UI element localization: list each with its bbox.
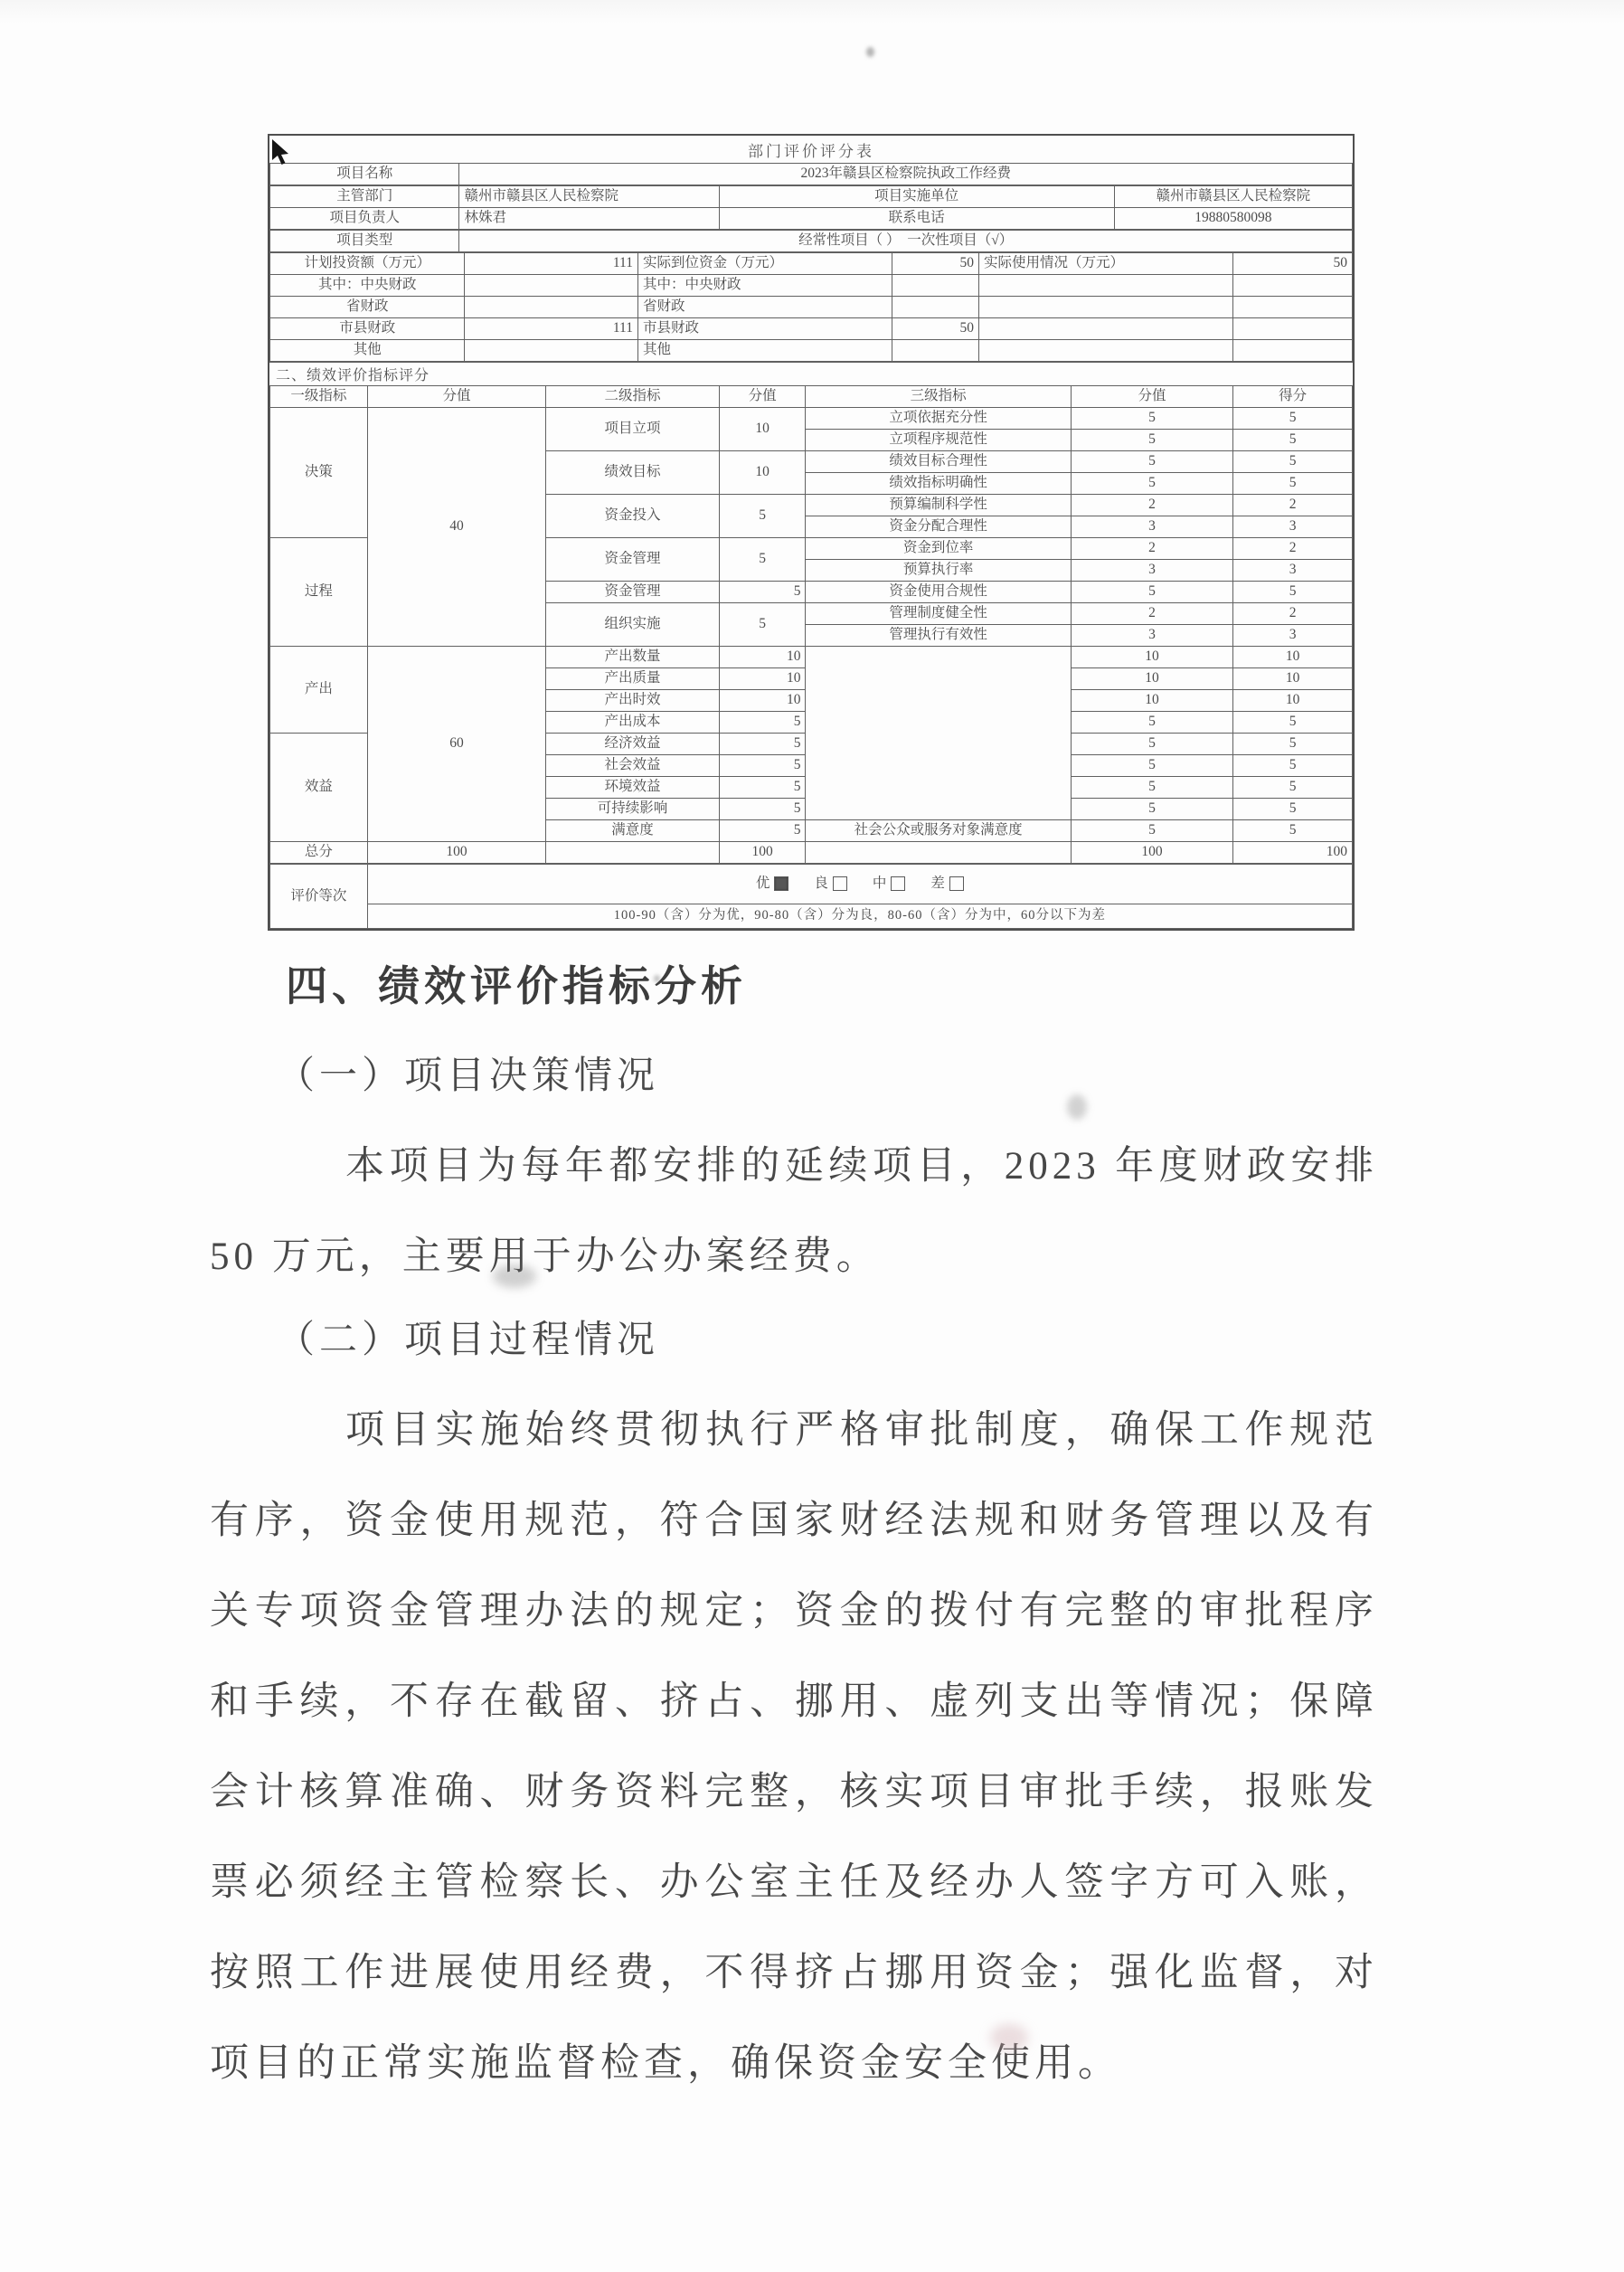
info-d-cell: 50 bbox=[1233, 253, 1353, 275]
score-cell: 产出数量 bbox=[546, 647, 720, 668]
checkbox-icon bbox=[949, 876, 964, 891]
info-d-cell: 111 bbox=[465, 253, 638, 275]
score-cell: 管理执行有效性 bbox=[806, 625, 1071, 647]
paragraph-decision: 本项目为每年都安排的延续项目，2023 年度财政安排 50 万元，主要用于办公办案经费。 bbox=[210, 1145, 1378, 1278]
impl-unit-value: 赣州市赣县区人民检察院 bbox=[1114, 186, 1352, 208]
score-cell: 5 bbox=[719, 777, 806, 799]
score-cell: 决策 bbox=[270, 408, 368, 538]
score-cell: 2 bbox=[1071, 538, 1233, 560]
grade-option-label: 优 bbox=[755, 876, 770, 892]
score-cell: 10 bbox=[1233, 690, 1353, 712]
table-row bbox=[270, 164, 1353, 185]
score-cell: 经济效益 bbox=[546, 734, 720, 755]
score-cell: 2 bbox=[1233, 495, 1353, 516]
info-d-cell: 市县财政 bbox=[637, 318, 892, 340]
score-cell: 5 bbox=[719, 755, 806, 777]
score-cell: 3 bbox=[1071, 625, 1233, 647]
info-d-cell bbox=[1233, 297, 1353, 318]
info-d-cell bbox=[1233, 340, 1353, 362]
table-title: 部门评价评分表 bbox=[748, 142, 874, 160]
score-cell: 5 bbox=[1071, 430, 1233, 451]
dept-value: 赣州市赣县区人民检察院 bbox=[459, 186, 719, 208]
info-d-cell: 其他 bbox=[270, 340, 465, 362]
score-cell: 3 bbox=[1233, 560, 1353, 582]
score-cell: 10 bbox=[719, 668, 806, 690]
score-cell: 预算编制科学性 bbox=[806, 495, 1071, 516]
info-d-table bbox=[269, 252, 1353, 362]
score-cell: 2 bbox=[1233, 603, 1353, 625]
grade-option-label: 差 bbox=[930, 876, 945, 892]
phone-label: 联系电话 bbox=[719, 208, 1114, 230]
score-cell: 得分 bbox=[1233, 386, 1353, 408]
table-row bbox=[270, 408, 1353, 430]
heading-sub-2: （二）项目过程情况 bbox=[277, 1320, 660, 1361]
score-cell: 预算执行率 bbox=[806, 560, 1071, 582]
score-cell: 组织实施 bbox=[546, 603, 720, 647]
score-cell: 三级指标 bbox=[806, 386, 1071, 408]
checkbox-icon bbox=[891, 876, 905, 891]
score-cell: 5 bbox=[719, 538, 806, 582]
score-cell: 5 bbox=[719, 734, 806, 755]
info-d-cell: 其中：中央财政 bbox=[270, 275, 465, 297]
score-cell: 3 bbox=[1233, 625, 1353, 647]
score-cell: 10 bbox=[719, 451, 806, 495]
score-cell: 100 bbox=[1233, 842, 1353, 864]
info-d-cell bbox=[979, 275, 1233, 297]
score-cell: 效益 bbox=[270, 734, 368, 842]
table-row bbox=[270, 865, 1353, 904]
leader-value: 林姝君 bbox=[459, 208, 719, 230]
project-name-label: 项目名称 bbox=[270, 164, 459, 185]
score-cell: 项目立项 bbox=[546, 408, 720, 451]
score-cell: 2 bbox=[1071, 495, 1233, 516]
project-name-value: 2023年赣县区检察院执政工作经费 bbox=[459, 164, 1353, 185]
info-d-cell: 111 bbox=[465, 318, 638, 340]
grade-option bbox=[756, 876, 789, 891]
grade-label: 评价等次 bbox=[270, 865, 368, 929]
score-cell bbox=[546, 842, 720, 864]
heading-section-4: 四、绩效评价指标分析 bbox=[286, 962, 747, 1009]
table-row bbox=[270, 208, 1353, 230]
checkbox-icon bbox=[833, 876, 847, 891]
grade-option bbox=[930, 876, 964, 891]
score-cell: 10 bbox=[719, 408, 806, 451]
table-row bbox=[270, 275, 1353, 297]
score-cell: 分值 bbox=[1071, 386, 1233, 408]
score-cell: 产出质量 bbox=[546, 668, 720, 690]
score-cell: 10 bbox=[719, 647, 806, 668]
evaluation-score-table bbox=[268, 134, 1355, 931]
info-d-cell: 其他 bbox=[637, 340, 892, 362]
info-d-cell bbox=[465, 340, 638, 362]
info-d-cell bbox=[465, 297, 638, 318]
score-cell: 5 bbox=[1233, 777, 1353, 799]
mouse-cursor-icon bbox=[271, 139, 291, 171]
grade-option-label: 良 bbox=[814, 876, 828, 892]
score-cell: 社会效益 bbox=[546, 755, 720, 777]
info-b-table bbox=[269, 185, 1353, 230]
grade-table bbox=[269, 864, 1353, 929]
score-cell: 资金管理 bbox=[546, 582, 720, 603]
table-row bbox=[270, 297, 1353, 318]
score-cell: 5 bbox=[1071, 777, 1233, 799]
score-cell: 5 bbox=[719, 712, 806, 734]
info-d-cell: 实际使用情况（万元） bbox=[979, 253, 1233, 275]
info-d-cell: 省财政 bbox=[270, 297, 465, 318]
info-d-cell bbox=[979, 318, 1233, 340]
score-cell: 2 bbox=[1071, 603, 1233, 625]
score-cell: 分值 bbox=[719, 386, 806, 408]
info-d-cell bbox=[465, 275, 638, 297]
info-d-cell: 省财政 bbox=[637, 297, 892, 318]
score-cell: 5 bbox=[1233, 712, 1353, 734]
score-cell: 环境效益 bbox=[546, 777, 720, 799]
phone-value: 19880580098 bbox=[1114, 208, 1352, 230]
info-d-cell bbox=[892, 275, 979, 297]
score-cell: 管理制度健全性 bbox=[806, 603, 1071, 625]
score-cell: 5 bbox=[1233, 799, 1353, 820]
score-cell: 10 bbox=[1233, 647, 1353, 668]
score-cell: 5 bbox=[1233, 430, 1353, 451]
score-cell: 资金使用合规性 bbox=[806, 582, 1071, 603]
score-cell: 5 bbox=[1071, 451, 1233, 473]
score-cell: 5 bbox=[1071, 473, 1233, 495]
section-2-header: 二、绩效评价指标评分 bbox=[269, 362, 1353, 385]
info-d-cell: 50 bbox=[892, 318, 979, 340]
info-d-cell: 市县财政 bbox=[270, 318, 465, 340]
score-cell: 5 bbox=[1071, 734, 1233, 755]
info-c-table bbox=[269, 230, 1353, 252]
score-section bbox=[269, 385, 1353, 929]
score-cell: 40 bbox=[367, 408, 546, 647]
grade-options bbox=[367, 865, 1352, 904]
score-cell: 5 bbox=[1233, 582, 1353, 603]
score-cell: 5 bbox=[719, 495, 806, 538]
info-d-cell: 其中：中央财政 bbox=[637, 275, 892, 297]
score-cell: 5 bbox=[1233, 755, 1353, 777]
score-cell: 5 bbox=[1233, 820, 1353, 842]
score-cell: 立项程序规范性 bbox=[806, 430, 1071, 451]
score-cell: 绩效目标 bbox=[546, 451, 720, 495]
paragraph-process: 项目实施始终贯彻执行严格审批制度，确保工作规范有序，资金使用规范，符合国家财经法规和财务管理以及有关专项资金管理办法的规定；资金的拨付有完整的审批程序和手续，不存在截留、挤占、挪用、虚列支出等情况；保障会计核算准确、财务资料完整，核实项目审批手续，报账发票必须经主管检察长、办公室主任及经办人签字方可入账，按照工作进展使用经费，不得挤占挪用资金；强化监督，对项目的正常实施监督检查，确保资金安全使用。 bbox=[210, 1409, 1378, 2085]
score-cell: 100 bbox=[719, 842, 806, 864]
dept-label: 主管部门 bbox=[270, 186, 459, 208]
score-cell: 60 bbox=[367, 647, 546, 842]
score-cell: 5 bbox=[1233, 451, 1353, 473]
score-cell: 资金管理 bbox=[546, 538, 720, 582]
score-cell: 5 bbox=[1071, 408, 1233, 430]
score-cell: 绩效指标明确性 bbox=[806, 473, 1071, 495]
info-d-cell bbox=[1233, 275, 1353, 297]
score-cell: 3 bbox=[1071, 560, 1233, 582]
score-cell: 满意度 bbox=[546, 820, 720, 842]
score-cell: 一级指标 bbox=[270, 386, 368, 408]
score-cell: 资金分配合理性 bbox=[806, 516, 1071, 538]
table-row bbox=[270, 904, 1353, 929]
score-cell: 5 bbox=[719, 582, 806, 603]
score-cell: 10 bbox=[1071, 668, 1233, 690]
score-cell: 5 bbox=[1071, 755, 1233, 777]
heading-sub-1: （一）项目决策情况 bbox=[277, 1056, 660, 1097]
score-cell: 产出成本 bbox=[546, 712, 720, 734]
score-cell: 5 bbox=[719, 820, 806, 842]
score-cell: 5 bbox=[1071, 799, 1233, 820]
table-row bbox=[270, 253, 1353, 275]
score-cell: 100 bbox=[1071, 842, 1233, 864]
grade-note: 100-90（含）分为优，90-80（含）分为良，80-60（含）分为中，60分以下为差 bbox=[367, 904, 1352, 929]
project-info-section bbox=[269, 163, 1353, 362]
score-cell bbox=[806, 842, 1071, 864]
score-cell: 5 bbox=[1233, 734, 1353, 755]
score-cell: 资金到位率 bbox=[806, 538, 1071, 560]
table-row bbox=[270, 647, 1353, 668]
checkbox-checked-icon bbox=[774, 876, 788, 891]
grade-option bbox=[873, 876, 906, 891]
score-cell: 绩效目标合理性 bbox=[806, 451, 1071, 473]
impl-unit-label: 项目实施单位 bbox=[719, 186, 1114, 208]
score-cell: 5 bbox=[719, 603, 806, 647]
score-cell: 5 bbox=[1071, 820, 1233, 842]
info-d-cell: 实际到位资金（万元） bbox=[637, 253, 892, 275]
info-d-cell: 计划投资额（万元） bbox=[270, 253, 465, 275]
score-cell: 5 bbox=[719, 799, 806, 820]
score-cell: 分值 bbox=[367, 386, 546, 408]
score-cell: 二级指标 bbox=[546, 386, 720, 408]
score-table bbox=[269, 385, 1353, 864]
score-cell: 10 bbox=[719, 690, 806, 712]
total-label: 总分 bbox=[270, 842, 368, 864]
project-type-value: 经常性项目（ ） 一次性项目（√） bbox=[459, 231, 1353, 252]
table-row bbox=[270, 386, 1353, 408]
score-cell: 5 bbox=[1071, 582, 1233, 603]
score-cell: 2 bbox=[1233, 538, 1353, 560]
leader-label: 项目负责人 bbox=[270, 208, 459, 230]
score-cell: 100 bbox=[367, 842, 546, 864]
score-cell: 立项依据充分性 bbox=[806, 408, 1071, 430]
info-a-table bbox=[269, 163, 1353, 185]
project-type-label: 项目类型 bbox=[270, 231, 459, 252]
score-cell: 10 bbox=[1071, 647, 1233, 668]
info-d-cell bbox=[1233, 318, 1353, 340]
score-cell: 社会公众或服务对象满意度 bbox=[806, 820, 1071, 842]
info-d-cell: 50 bbox=[892, 253, 979, 275]
score-cell bbox=[806, 647, 1071, 820]
score-cell: 可持续影响 bbox=[546, 799, 720, 820]
score-cell: 5 bbox=[1233, 473, 1353, 495]
score-cell: 过程 bbox=[270, 538, 368, 647]
table-row bbox=[270, 231, 1353, 252]
table-row bbox=[270, 318, 1353, 340]
score-cell: 10 bbox=[1071, 690, 1233, 712]
table-row bbox=[270, 340, 1353, 362]
grade-option-label: 中 bbox=[872, 876, 887, 892]
info-d-cell bbox=[892, 340, 979, 362]
grade-option bbox=[814, 876, 847, 891]
score-cell: 5 bbox=[1071, 712, 1233, 734]
score-cell: 产出 bbox=[270, 647, 368, 734]
table-row bbox=[270, 186, 1353, 208]
info-d-cell bbox=[979, 340, 1233, 362]
score-cell: 3 bbox=[1233, 516, 1353, 538]
score-cell: 5 bbox=[1233, 408, 1353, 430]
score-cell: 资金投入 bbox=[546, 495, 720, 538]
score-cell: 10 bbox=[1233, 668, 1353, 690]
score-cell: 产出时效 bbox=[546, 690, 720, 712]
table-row bbox=[270, 842, 1353, 864]
info-d-cell bbox=[892, 297, 979, 318]
score-cell: 3 bbox=[1071, 516, 1233, 538]
info-d-cell bbox=[979, 297, 1233, 318]
